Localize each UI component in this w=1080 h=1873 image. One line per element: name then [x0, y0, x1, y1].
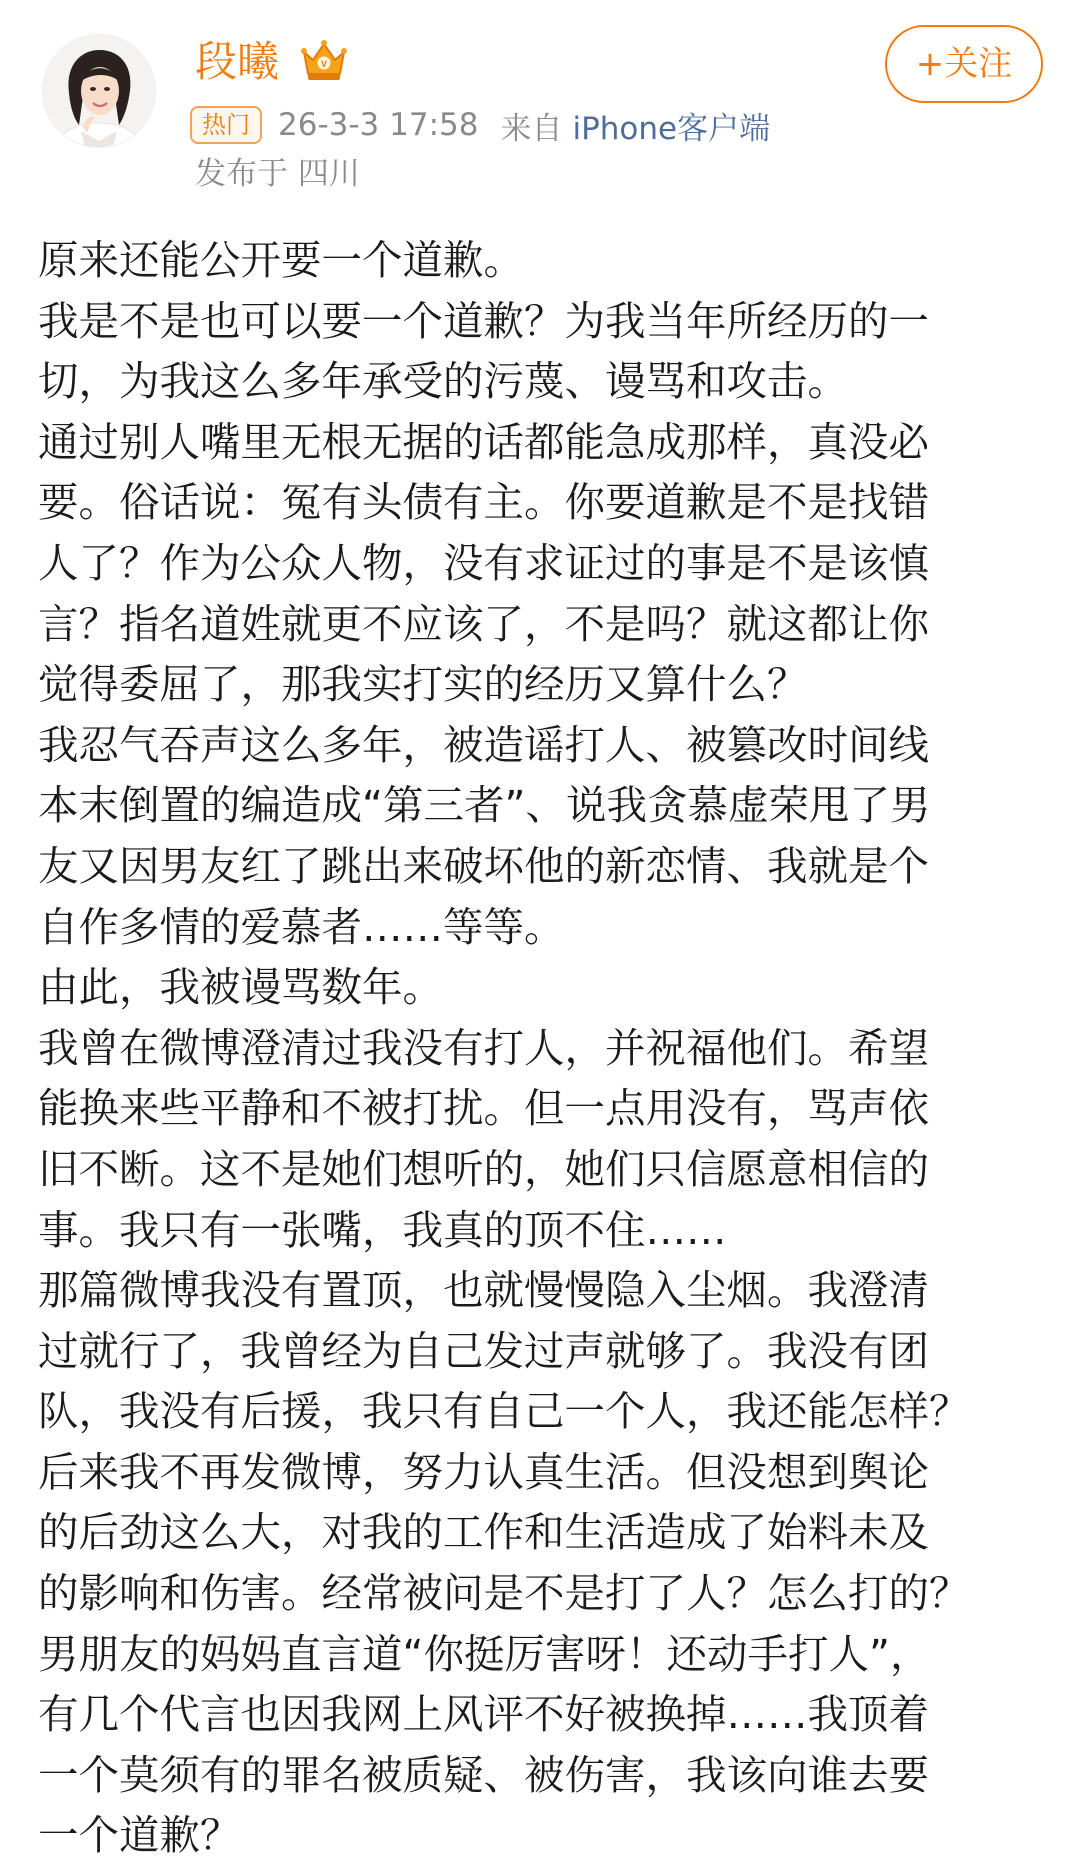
post-text-line: 有几个代言也因我网上风评不好被换掉……我顶着: [38, 1690, 929, 1739]
post-text-line: 的后劲这么大，对我的工作和生活造成了始料未及: [38, 1508, 929, 1557]
post-text-line: 男朋友的妈妈直言道“你挺厉害呀！还动手打人”，: [38, 1629, 931, 1678]
post-text-line: 本末倒置的编造成“第三者”、说我贪慕虚荣甩了男: [38, 781, 931, 830]
post-text-line: 友又因男友红了跳出来破坏他的新恋情、我就是个: [38, 841, 929, 890]
post-text-line: 队，我没有后援，我只有自己一个人，我还能怎样？: [38, 1387, 970, 1436]
username[interactable]: 段曦: [195, 37, 280, 86]
post-text-line: 我是不是也可以要一个道歉？为我当年所经历的一: [38, 296, 929, 345]
post-text-line: 我忍气吞声这么多年，被造谣打人、被篡改时间线: [38, 720, 929, 769]
post-body: [38, 230, 1048, 1866]
hot-tag[interactable]: 热门: [190, 106, 262, 144]
post-text-line: 一个莫须有的罪名被质疑、被伤害，我该向谁去要: [38, 1750, 929, 1799]
post-text-line: 由此，我被谩骂数年。: [38, 963, 443, 1012]
post-text-line: 旧不断。这不是她们想听的，她们只信愿意相信的: [38, 1144, 929, 1193]
post-text-line: 一个道歉？: [38, 1811, 241, 1860]
post-text-line: 切，为我这么多年承受的污蔑、谩骂和攻击。: [38, 357, 848, 406]
post-meta: [190, 103, 770, 147]
post-text-line: 后来我不再发微博，努力认真生活。但没想到舆论: [38, 1447, 929, 1496]
post-text-line: 那篇微博我没有置顶，也就慢慢隐入尘烟。我澄清: [38, 1266, 929, 1315]
post-timestamp: 26-3-3 17:58: [278, 107, 479, 143]
from-label: 来自: [500, 110, 563, 147]
follow-button[interactable]: +关注: [885, 25, 1043, 103]
post-text-line: 人了？作为公众人物，没有求证过的事是不是该慎: [38, 538, 929, 587]
post-text-line: 要。俗话说：冤有头债有主。你要道歉是不是找错: [38, 478, 929, 527]
svg-text:V: V: [320, 59, 328, 69]
post-text-line: 原来还能公开要一个道歉。: [38, 236, 524, 284]
post-text-line: 事。我只有一张嘴，我真的顶不住……: [38, 1205, 727, 1254]
avatar[interactable]: [42, 34, 156, 148]
post-header: [0, 0, 1080, 215]
post-text-line: 觉得委屈了，那我实打实的经历又算什么？: [38, 660, 808, 709]
vip-crown-icon: [298, 38, 350, 84]
post-text-line: 的影响和伤害。经常被问是不是打了人？怎么打的？: [38, 1569, 970, 1618]
post-location: 发布于 四川: [195, 156, 360, 192]
post-text-line: 自作多情的爱慕者……等等。: [38, 902, 565, 951]
post-text-line: 过就行了，我曾经为自己发过声就够了。我没有团: [38, 1326, 929, 1375]
post-text-line: 言？指名道姓就更不应该了，不是吗？就这都让你: [38, 599, 929, 648]
post-text-line: 通过别人嘴里无根无据的话都能急成那样，真没必: [38, 417, 929, 466]
avatar-image: [43, 35, 155, 147]
post-text-line: 我曾在微博澄清过我没有打人，并祝福他们。希望: [38, 1023, 929, 1072]
source-link[interactable]: iPhone客户端: [572, 110, 771, 147]
post-text-line: 能换来些平静和不被打扰。但一点用没有，骂声依: [38, 1084, 929, 1133]
